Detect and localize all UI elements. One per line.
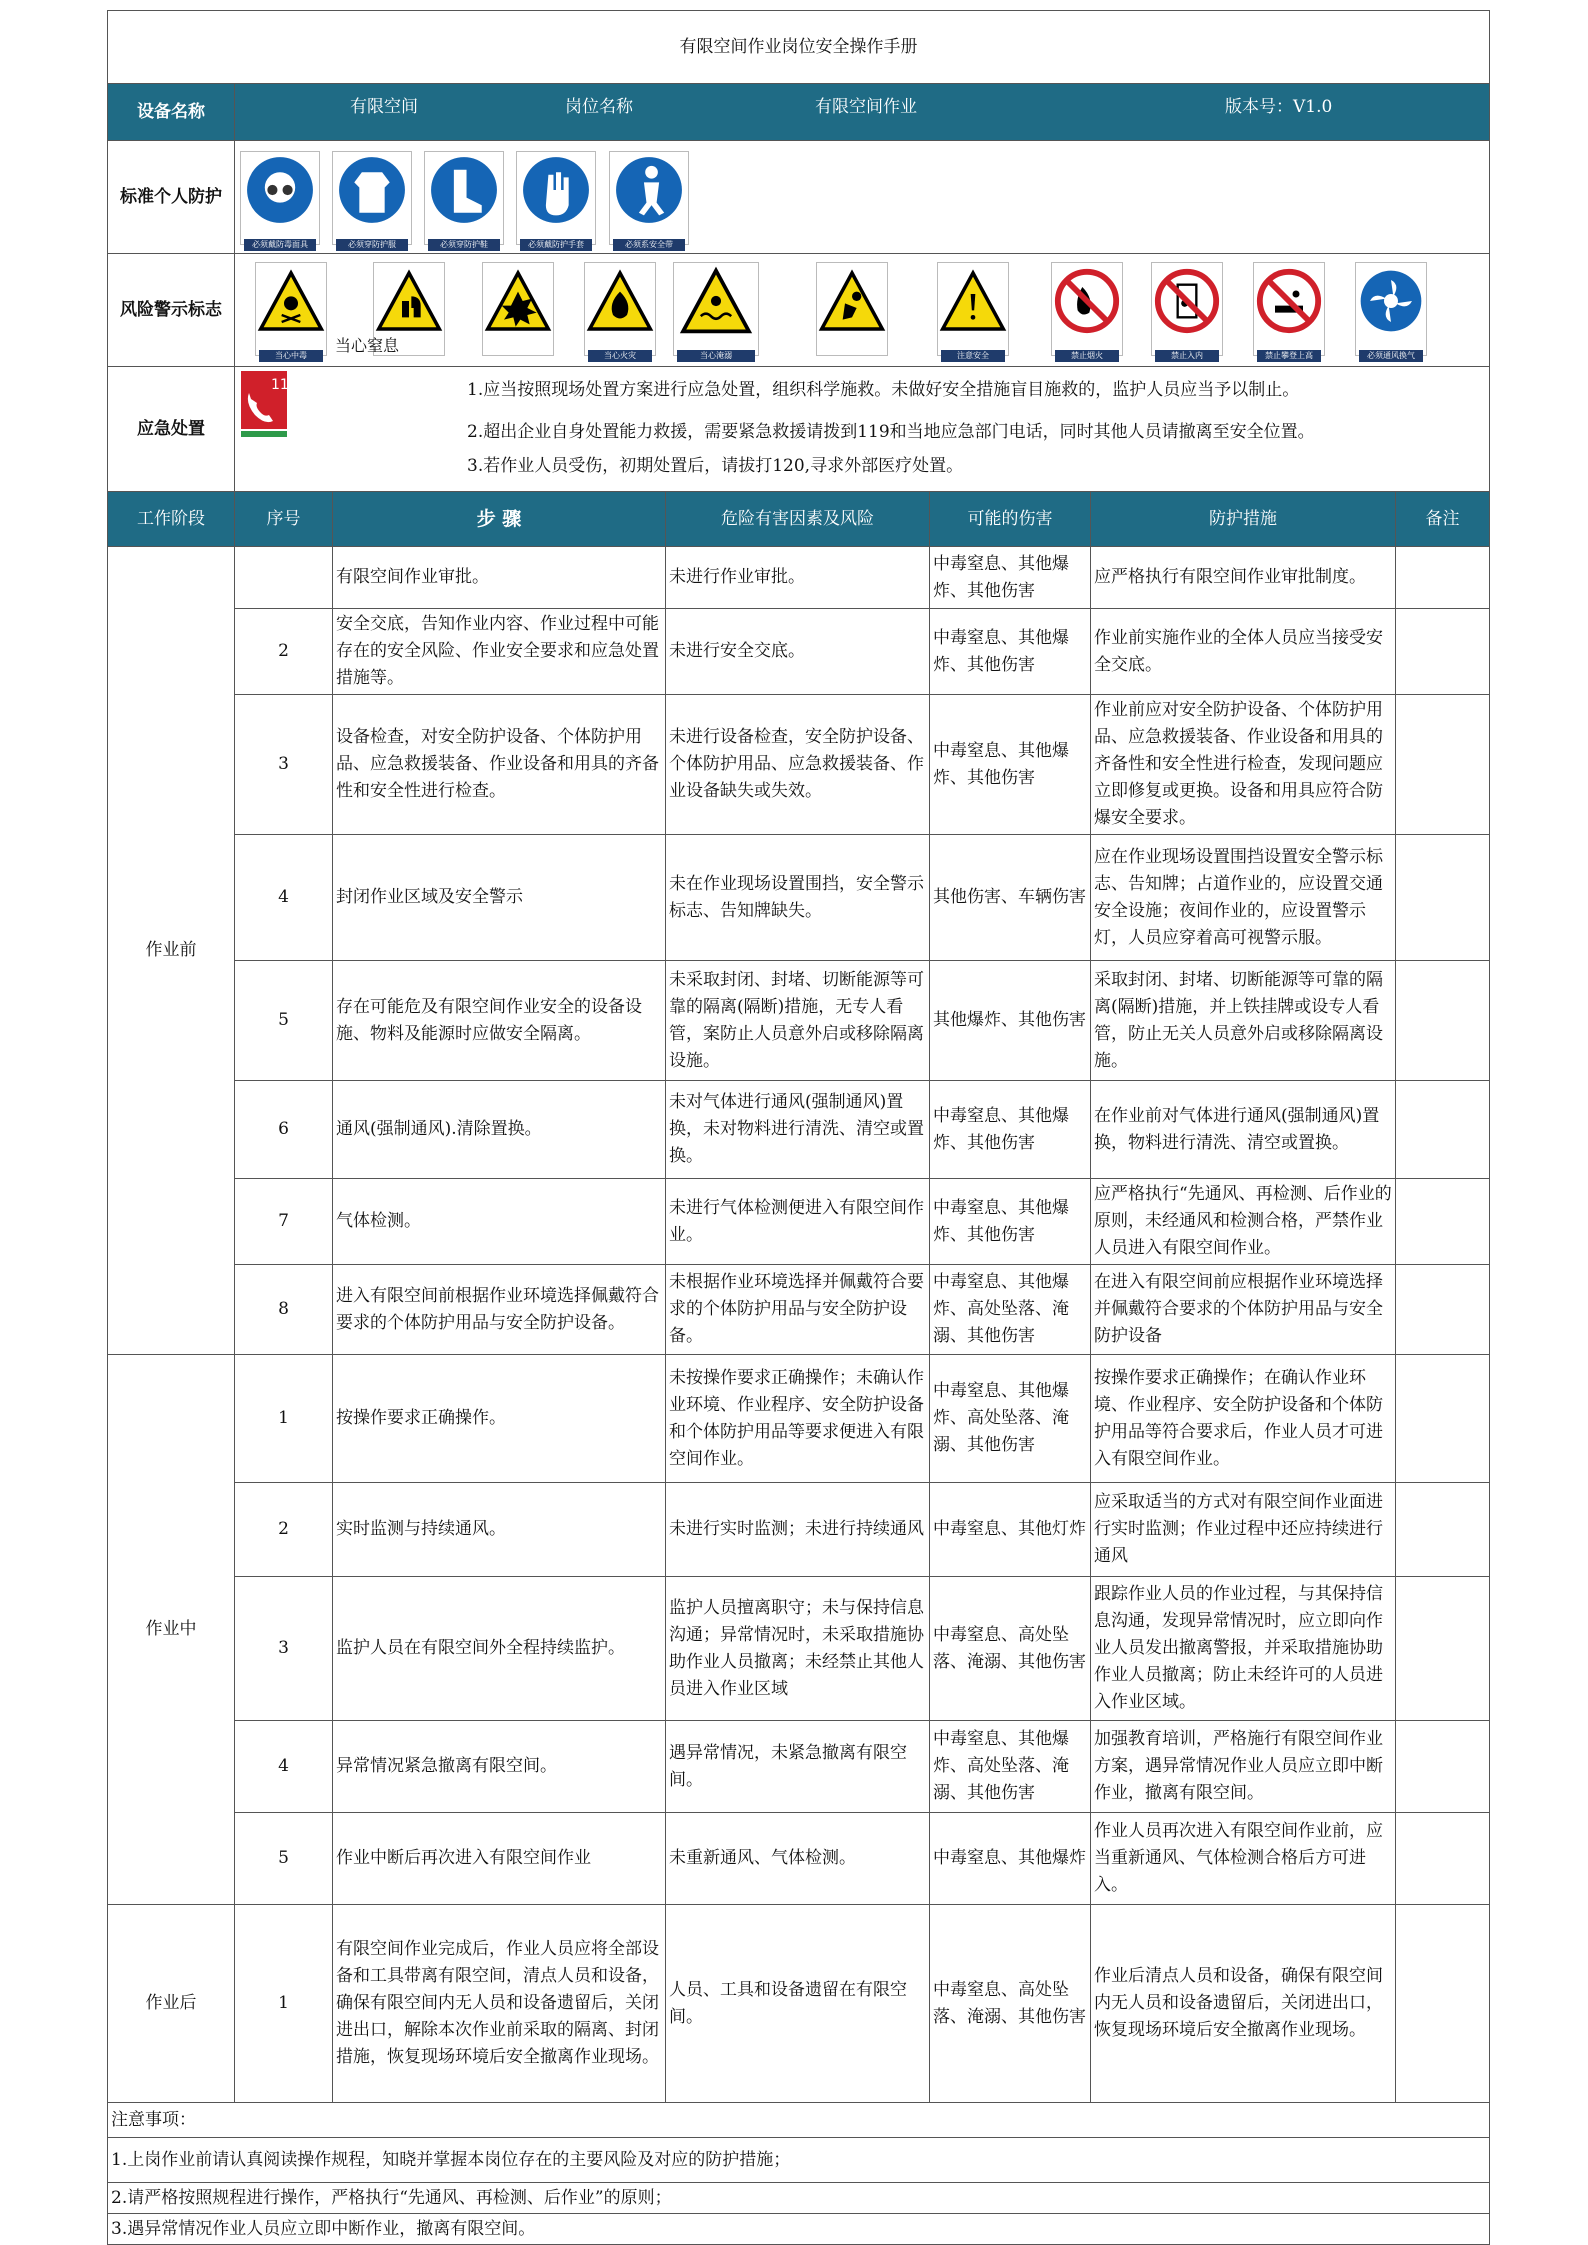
emergency-phone-119-icon (241, 371, 298, 437)
remark-cell (1396, 547, 1490, 609)
remark-cell (1396, 695, 1490, 835)
remark-cell (1396, 1179, 1490, 1265)
device-header-row (108, 84, 1490, 141)
respirator-sign-icon (240, 151, 320, 249)
warning-label: 风险警示标志 (108, 254, 235, 367)
step-cell: 实时监测与持续通风。 (333, 1483, 666, 1577)
column-stage: 工作阶段 (108, 492, 235, 547)
emergency-number-text: 119 (271, 377, 298, 393)
sign-caption: 必须穿防护鞋 (428, 239, 500, 251)
step-cell: 安全交底，告知作业内容、作业过程中可能存在的安全风险、作业安全要求和应急处置措施等。 (333, 609, 666, 695)
column-hazard: 危险有害因素及风险 (666, 492, 930, 547)
sign-caption: 当心中毒 (259, 350, 323, 362)
emergency-label: 应急处置 (108, 367, 235, 492)
hazard-cell: 未按操作要求正确操作；未确认作业环境、作业程序、安全防护设备和个体防护用品等要求便进入有限空间作业。 (666, 1355, 930, 1483)
seq-cell: 4 (235, 835, 333, 961)
emergency-item-3: 3.若作业人员受伤，初期处置后，请拔打120,寻求外部医疗处置。 (467, 456, 964, 476)
notes-item-row (108, 2183, 1490, 2214)
harm-cell: 其他伤害、车辆伤害 (930, 835, 1091, 961)
table-row (108, 1813, 1490, 1905)
sign-caption: 禁止烟火 (1055, 350, 1119, 362)
seq-cell: 1 (235, 1905, 333, 2103)
seq-cell: 5 (235, 1813, 333, 1905)
remark-cell (1396, 1081, 1490, 1179)
notes-item: 3.遇异常情况作业人员应立即中断作业，撤离有限空间。 (108, 2214, 1490, 2245)
table-row (108, 609, 1490, 695)
measure-cell: 作业人员再次进入有限空间作业前，应当重新通风、气体检测合格后方可进入。 (1091, 1813, 1396, 1905)
emergency-item-2: 2.超出企业自身处置能力救援，需要紧急救援请拨到119和当地应急部门电话，同时其他人员请撤离至安全位置。 (467, 422, 1315, 442)
version-label: 版本号：V1.0 (1225, 97, 1333, 117)
measure-cell: 采取封闭、封堵、切断能源等可靠的隔离(隔断)措施，并上铁挂牌或设专人看管，防止无关人员意外启或移除隔离设施。 (1091, 961, 1396, 1081)
ppe-label: 标准个人防护 (108, 141, 235, 254)
notes-item-row (108, 2138, 1490, 2183)
hazard-cell: 未进行设备检查，安全防护设备、个体防护用品、应急救援装备、作业设备缺失或失效。 (666, 695, 930, 835)
remark-cell (1396, 1483, 1490, 1577)
table-row (108, 1577, 1490, 1721)
column-seq: 序号 (235, 492, 333, 547)
seq-cell: 8 (235, 1265, 333, 1355)
stage-cell: 作业中 (108, 1355, 235, 1905)
harm-cell: 中毒窒息、高处坠落、淹溺、其他伤害 (930, 1905, 1091, 2103)
table-row (108, 1355, 1490, 1483)
post-value: 有限空间作业 (815, 97, 917, 117)
remark-cell (1396, 1265, 1490, 1355)
seq-cell: 3 (235, 1577, 333, 1721)
harm-cell: 中毒窒息、高处坠落、淹溺、其他伤害 (930, 1577, 1091, 1721)
table-row (108, 1721, 1490, 1813)
measure-cell: 按操作要求正确操作；在确认作业环境、作业程序、安全防护设备和个体防护用品等符合要求后，作业人员才可进入有限空间作业。 (1091, 1355, 1396, 1483)
hazard-cell: 未进行作业审批。 (666, 547, 930, 609)
remark-cell (1396, 1721, 1490, 1813)
table-row (108, 547, 1490, 609)
step-cell: 存在可能危及有限空间作业安全的设备设施、物料及能源时应做安全隔离。 (333, 961, 666, 1081)
step-cell: 进入有限空间前根据作业环境选择佩戴符合要求的个体防护用品与安全防护设备。 (333, 1265, 666, 1355)
hazard-cell: 人员、工具和设备遗留在有限空间。 (666, 1905, 930, 2103)
harm-cell: 中毒窒息、其他爆炸、其他伤害 (930, 1179, 1091, 1265)
sign-caption: 当心淹溺 (677, 350, 755, 362)
hazard-cell: 未对气体进行通风(强制通风)置换，未对物料进行清洗、清空或置换。 (666, 1081, 930, 1179)
measure-cell: 应严格执行有限空间作业审批制度。 (1091, 547, 1396, 609)
table-row (108, 835, 1490, 961)
manual-sheet (107, 10, 1489, 2245)
warning-row (108, 254, 1490, 367)
column-remark: 备注 (1396, 492, 1490, 547)
notes-item: 2.请严格按照规程进行操作，严格执行“先通风、再检测、后作业”的原则； (108, 2183, 1490, 2214)
measure-cell: 应在作业现场设置围挡设置安全警示标志、告知牌；占道作业的，应设置交通安全设施；夜间作业的，应设置警示灯，人员应穿着高可视警示服。 (1091, 835, 1396, 961)
seq-cell (235, 547, 333, 609)
measure-cell: 加强教育培训，严格施行有限空间作业方案，遇异常情况作业人员应立即中断作业，撤离有限空间。 (1091, 1721, 1396, 1813)
measure-cell: 跟踪作业人员的作业过程，与其保持信息沟通，发现异常情况时，应立即向作业人员发出撤离警报，并采取措施协助作业人员撤离；防止未经许可的人员进入作业区域。 (1091, 1577, 1396, 1721)
step-cell: 异常情况紧急撤离有限空间。 (333, 1721, 666, 1813)
hazard-cell: 未重新通风、气体检测。 (666, 1813, 930, 1905)
general-warning-icon (937, 262, 1009, 360)
page-title: 有限空间作业岗位安全操作手册 (108, 11, 1490, 84)
measure-cell: 作业前实施作业的全体人员应当接受安全交底。 (1091, 609, 1396, 695)
hazard-cell: 未进行安全交底。 (666, 609, 930, 695)
measure-cell: 应严格执行“先通风、再检测、后作业的原则，未经通风和检测合格，严禁作业人员进入有限空间作业。 (1091, 1179, 1396, 1265)
sign-caption: 必须戴防毒面具 (244, 239, 316, 251)
step-cell: 按操作要求正确操作。 (333, 1355, 666, 1483)
remark-cell (1396, 1813, 1490, 1905)
poison-warning-icon (255, 262, 327, 360)
hazard-cell: 未采取封闭、封堵、切断能源等可靠的隔离(隔断)措施，无专人看管，案防止人员意外启或移除隔离设施。 (666, 961, 930, 1081)
seq-cell: 2 (235, 1483, 333, 1577)
ppe-sign-strip (235, 141, 1489, 253)
remark-cell (1396, 1905, 1490, 2103)
step-cell: 封闭作业区域及安全警示 (333, 835, 666, 961)
remark-cell (1396, 835, 1490, 961)
harm-cell: 中毒窒息、其他爆炸、高处坠落、淹溺、其他伤害 (930, 1265, 1091, 1355)
seq-cell: 2 (235, 609, 333, 695)
table-row (108, 1483, 1490, 1577)
remark-cell (1396, 609, 1490, 695)
post-label: 岗位名称 (565, 97, 633, 117)
device-value: 有限空间 (350, 97, 418, 117)
safety-boots-sign-icon (424, 151, 504, 249)
table-row (108, 961, 1490, 1081)
stage-cell: 作业后 (108, 1905, 235, 2103)
harm-cell: 中毒窒息、其他爆炸、高处坠落、淹溺、其他伤害 (930, 1355, 1091, 1483)
seq-cell: 4 (235, 1721, 333, 1813)
harm-cell: 中毒窒息、其他爆炸、高处坠落、淹溺、其他伤害 (930, 1721, 1091, 1813)
step-cell: 通风(强制通风).清除置换。 (333, 1081, 666, 1179)
warning-sign-strip (235, 254, 1489, 366)
emergency-item-1: 1.应当按照现场处置方案进行应急处置，组织科学施救。未做好安全措施盲目施救的，监护人员应当予以制止。 (467, 380, 1300, 400)
hazard-cell: 未进行实时监测；未进行持续通风 (666, 1483, 930, 1577)
seq-cell: 7 (235, 1179, 333, 1265)
measure-cell: 作业后清点人员和设备，确保有限空间内无人员和设备遗留后，关闭进出口，恢复现场环境后安全撤离作业现场。 (1091, 1905, 1396, 2103)
no-climbing-sign-icon (1253, 262, 1325, 360)
table-row (108, 1265, 1490, 1355)
sign-caption: 当心火灾 (588, 350, 652, 362)
harm-cell: 中毒窒息、其他爆炸 (930, 1813, 1091, 1905)
stage-cell: 作业前 (108, 547, 235, 1355)
hazard-cell: 未进行气体检测便进入有限空间作业。 (666, 1179, 930, 1265)
hazard-cell: 未根据作业环境选择并佩戴符合要求的个体防护用品与安全防护设备。 (666, 1265, 930, 1355)
explosion-warning-icon (482, 262, 554, 356)
sign-caption: 注意安全 (941, 350, 1005, 362)
remark-cell (1396, 1577, 1490, 1721)
seq-cell: 3 (235, 695, 333, 835)
table-row (108, 1179, 1490, 1265)
measure-cell: 应采取适当的方式对有限空间作业面进行实时监测；作业过程中还应持续进行通风 (1091, 1483, 1396, 1577)
sign-caption: 必须系安全带 (613, 239, 685, 251)
safety-harness-sign-icon (609, 151, 689, 249)
step-cell: 气体检测。 (333, 1179, 666, 1265)
fall-warning-icon (816, 262, 888, 356)
ventilation-sign-icon (1355, 262, 1427, 360)
suffocation-caption: 当心窒息 (335, 336, 400, 355)
hazard-cell: 遇异常情况，未紧急撤离有限空间。 (666, 1721, 930, 1813)
protective-gloves-sign-icon (516, 151, 596, 249)
column-harm: 可能的伤害 (930, 492, 1091, 547)
step-cell: 有限空间作业审批。 (333, 547, 666, 609)
measure-cell: 在作业前对气体进行通风(强制通风)置换，物料进行清洗、清空或置换。 (1091, 1081, 1396, 1179)
protective-clothing-sign-icon (332, 151, 412, 249)
step-cell: 监护人员在有限空间外全程持续监护。 (333, 1577, 666, 1721)
seq-cell: 5 (235, 961, 333, 1081)
sign-caption: 必须戴防护手套 (520, 239, 592, 251)
sign-caption: 禁止入内 (1155, 350, 1219, 362)
sign-caption: 必须穿防护服 (336, 239, 408, 251)
drowning-warning-icon (673, 262, 759, 360)
step-cell: 作业中断后再次进入有限空间作业 (333, 1813, 666, 1905)
notes-item: 1.上岗作业前请认真阅读操作规程，知晓并掌握本岗位存在的主要风险及对应的防护措施； (108, 2138, 1490, 2183)
column-header-row (108, 492, 1490, 547)
sign-caption: 必须通风换气 (1359, 350, 1423, 362)
emergency-row (108, 367, 1490, 492)
table-row (108, 1081, 1490, 1179)
device-label: 设备名称 (108, 84, 235, 141)
harm-cell: 中毒窒息、其他爆炸、其他伤害 (930, 1081, 1091, 1179)
harm-cell: 其他爆炸、其他伤害 (930, 961, 1091, 1081)
notes-title-row (108, 2103, 1490, 2138)
remark-cell (1396, 1355, 1490, 1483)
hazard-cell: 未在作业现场设置围挡，安全警示标志、告知牌缺失。 (666, 835, 930, 961)
no-fire-sign-icon (1051, 262, 1123, 360)
sign-caption: 禁止攀登上高 (1257, 350, 1321, 362)
step-cell: 设备检查，对安全防护设备、个体防护用品、应急救援装备、作业设备和用具的齐备性和安全性进行检查。 (333, 695, 666, 835)
hazard-cell: 监护人员擅离职守；未与保持信息沟通；异常情况时，未采取措施协助作业人员撤离；未经禁止其他人员进入作业区域 (666, 1577, 930, 1721)
table-row (108, 1905, 1490, 2103)
harm-cell: 中毒窒息、其他灯炸 (930, 1483, 1091, 1577)
remark-cell (1396, 961, 1490, 1081)
step-cell: 有限空间作业完成后，作业人员应将全部设备和工具带离有限空间，清点人员和设备，确保有限空间内无人员和设备遗留后，关闭进出口，解除本次作业前采取的隔离、封闭措施，恢复现场环境后安全撤离作业现场。 (333, 1905, 666, 2103)
measure-cell: 作业前应对安全防护设备、个体防护用品、应急救援装备、作业设备和用具的齐备性和安全性进行检查，发现问题应立即修复或更换。设备和用具应符合防爆安全要求。 (1091, 695, 1396, 835)
manual-table (107, 10, 1490, 2245)
seq-cell: 6 (235, 1081, 333, 1179)
column-step: 步 骤 (333, 492, 666, 547)
seq-cell: 1 (235, 1355, 333, 1483)
column-measure: 防护措施 (1091, 492, 1396, 547)
table-row (108, 695, 1490, 835)
no-entry-sign-icon (1151, 262, 1223, 360)
fire-warning-icon (584, 262, 656, 360)
notes-item-row (108, 2214, 1490, 2245)
measure-cell: 在进入有限空间前应根据作业环境选择并佩戴符合要求的个体防护用品与安全防护设备 (1091, 1265, 1396, 1355)
ppe-row (108, 141, 1490, 254)
harm-cell: 中毒窒息、其他爆炸、其他伤害 (930, 695, 1091, 835)
notes-title: 注意事项： (108, 2103, 1490, 2138)
harm-cell: 中毒窒息、其他爆炸、其他伤害 (930, 609, 1091, 695)
harm-cell: 中毒窒息、其他爆炸、其他伤害 (930, 547, 1091, 609)
